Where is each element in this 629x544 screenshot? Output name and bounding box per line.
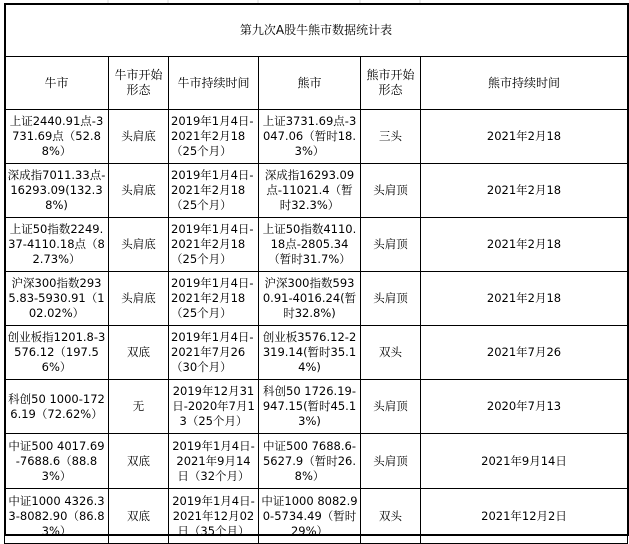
bear-market-cell[interactable]: 沪深300指数5930.91-4016.24(暂时32.8%) bbox=[259, 272, 361, 326]
bull-pattern-cell[interactable]: 头肩底 bbox=[109, 218, 169, 272]
header-row bbox=[5, 57, 628, 110]
header-bull-market[interactable]: 牛市 bbox=[5, 57, 109, 110]
table-row bbox=[5, 164, 628, 218]
table-row bbox=[5, 218, 628, 272]
bear-market-cell[interactable]: 创业板3576.12-2319.14(暂时35.14%) bbox=[259, 326, 361, 380]
bear-market-cell[interactable]: 中证500 7688.6-5627.9（暂时26.8%） bbox=[259, 434, 361, 489]
bear-duration-cell[interactable]: 2020年7月13 bbox=[421, 380, 628, 434]
bear-market-cell[interactable]: 中证1000 8082.90-5734.49（暂时29%） bbox=[259, 489, 361, 544]
bear-pattern-cell[interactable]: 头肩顶 bbox=[361, 434, 421, 489]
header-bull-start-pattern[interactable]: 牛市开始形态 bbox=[109, 57, 169, 110]
table-row bbox=[5, 434, 628, 489]
table-row bbox=[5, 110, 628, 164]
header-bear-duration[interactable]: 熊市持续时间 bbox=[421, 57, 628, 110]
bull-pattern-cell[interactable]: 无 bbox=[109, 380, 169, 434]
bear-market-cell[interactable]: 科创50 1726.19-947.15(暂时45.13%) bbox=[259, 380, 361, 434]
bull-pattern-cell[interactable]: 头肩底 bbox=[109, 110, 169, 164]
title-row bbox=[5, 4, 628, 57]
bear-market-cell[interactable]: 上证50指数4110.18点-2805.34（暂时31.7%） bbox=[259, 218, 361, 272]
bear-duration-cell[interactable]: 2021年2月18 bbox=[421, 218, 628, 272]
table-row bbox=[5, 489, 628, 544]
header-bull-duration[interactable]: 牛市持续时间 bbox=[169, 57, 259, 110]
bull-duration-cell[interactable]: 2019年1月4日-2021年2月18（25个月） bbox=[169, 272, 259, 326]
bear-duration-cell[interactable]: 2021年2月18 bbox=[421, 164, 628, 218]
bull-duration-cell[interactable]: 2019年12月31日-2020年7月13（25个月） bbox=[169, 380, 259, 434]
bull-duration-cell[interactable]: 2019年1月4日-2021年2月18（25个月） bbox=[169, 164, 259, 218]
bull-duration-cell[interactable]: 2019年1月4日-2021年12月02日（35个月） bbox=[169, 489, 259, 544]
bear-duration-cell[interactable]: 2021年7月26 bbox=[421, 326, 628, 380]
header-bear-market[interactable]: 熊市 bbox=[259, 57, 361, 110]
table-row bbox=[5, 326, 628, 380]
bull-market-cell[interactable]: 科创50 1000-1726.19（72.62%） bbox=[5, 380, 109, 434]
bull-pattern-cell[interactable]: 双底 bbox=[109, 326, 169, 380]
table-row bbox=[5, 380, 628, 434]
bull-duration-cell[interactable]: 2019年1月4日-2021年2月18（25个月） bbox=[169, 110, 259, 164]
bear-duration-cell[interactable]: 2021年2月18 bbox=[421, 272, 628, 326]
bear-pattern-cell[interactable]: 双头 bbox=[361, 326, 421, 380]
bear-pattern-cell[interactable]: 头肩顶 bbox=[361, 164, 421, 218]
bull-market-cell[interactable]: 深成指7011.33点-16293.09(132.38%) bbox=[5, 164, 109, 218]
bear-market-cell[interactable]: 深成指16293.09点-11021.4（暂时32.3%） bbox=[259, 164, 361, 218]
bear-pattern-cell[interactable]: 双头 bbox=[361, 489, 421, 544]
bull-market-cell[interactable]: 中证1000 4326.33-8082.90（86.83%） bbox=[5, 489, 109, 544]
table-row bbox=[5, 272, 628, 326]
bear-duration-cell[interactable]: 2021年2月18 bbox=[421, 110, 628, 164]
bull-bear-statistics-table bbox=[4, 3, 628, 544]
bull-pattern-cell[interactable]: 双底 bbox=[109, 489, 169, 544]
bull-pattern-cell[interactable]: 双底 bbox=[109, 434, 169, 489]
bull-duration-cell[interactable]: 2019年1月4日-2021年2月18（25个月） bbox=[169, 218, 259, 272]
bull-market-cell[interactable]: 创业板指1201.8-3576.12（197.56%） bbox=[5, 326, 109, 380]
table-title[interactable]: 第九次A股牛熊市数据统计表 bbox=[5, 4, 628, 57]
bear-duration-cell[interactable]: 2021年12月2日 bbox=[421, 489, 628, 544]
bear-pattern-cell[interactable]: 头肩顶 bbox=[361, 218, 421, 272]
header-bear-start-pattern[interactable]: 熊市开始形态 bbox=[361, 57, 421, 110]
bear-market-cell[interactable]: 上证3731.69点-3047.06（暂时18.3%） bbox=[259, 110, 361, 164]
bull-duration-cell[interactable]: 2019年1月4日-2021年7月26（30个月） bbox=[169, 326, 259, 380]
bear-pattern-cell[interactable]: 头肩顶 bbox=[361, 380, 421, 434]
bear-duration-cell[interactable]: 2021年9月14日 bbox=[421, 434, 628, 489]
bull-duration-cell[interactable]: 2019年1月4日-2021年9月14日（32个月） bbox=[169, 434, 259, 489]
bear-pattern-cell[interactable]: 三头 bbox=[361, 110, 421, 164]
bull-pattern-cell[interactable]: 头肩底 bbox=[109, 164, 169, 218]
bull-market-cell[interactable]: 沪深300指数2935.83-5930.91（102.02%） bbox=[5, 272, 109, 326]
bear-pattern-cell[interactable]: 头肩顶 bbox=[361, 272, 421, 326]
bull-market-cell[interactable]: 中证500 4017.69-7688.6（88.83%） bbox=[5, 434, 109, 489]
bull-market-cell[interactable]: 上证2440.91点-3731.69点（52.88%） bbox=[5, 110, 109, 164]
bull-pattern-cell[interactable]: 头肩底 bbox=[109, 272, 169, 326]
bull-market-cell[interactable]: 上证50指数2249.37-4110.18点（82.73%） bbox=[5, 218, 109, 272]
